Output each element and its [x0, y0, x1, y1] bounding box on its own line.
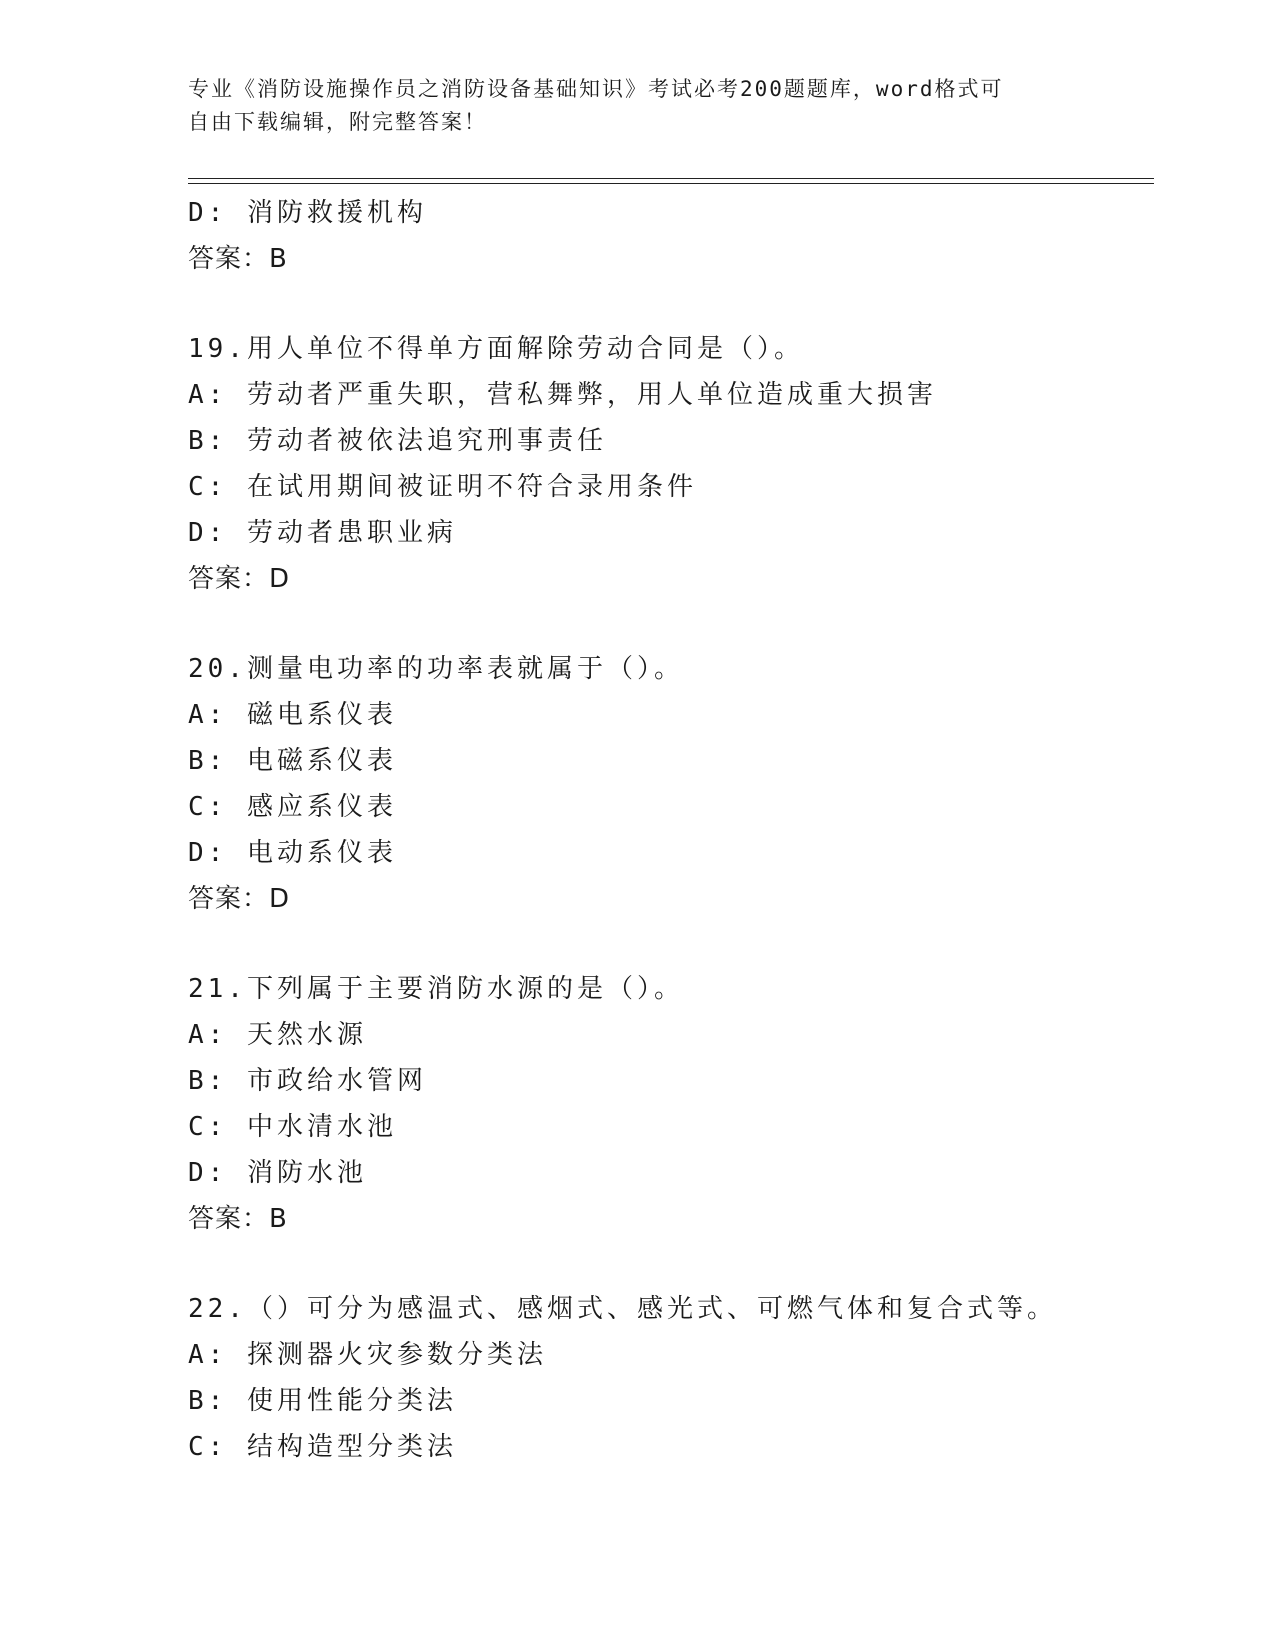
option-a: A: 劳动者严重失职，营私舞弊，用人单位造成重大损害 — [188, 380, 937, 410]
header-divider-bottom — [188, 183, 1154, 184]
spacer — [188, 922, 1148, 966]
question-21 — [188, 966, 1148, 1242]
option-c: C: 感应系仪表 — [188, 792, 397, 822]
option-d: D: 消防水池 — [188, 1158, 367, 1188]
option-b: B: 市政给水管网 — [188, 1066, 427, 1096]
question-stem: 22.（）可分为感温式、感烟式、感光式、可燃气体和复合式等。 — [188, 1294, 1057, 1324]
option-c: C: 在试用期间被证明不符合录用条件 — [188, 472, 697, 502]
header-title-line-2: 自由下载编辑，附完整答案！ — [188, 110, 487, 134]
header-title-line-1: 专业《消防设施操作员之消防设备基础知识》考试必考200题题库，word格式可 — [188, 77, 1004, 101]
question-22 — [188, 1286, 1148, 1470]
option-c: C: 中水清水池 — [188, 1112, 397, 1142]
answer: 答案：D — [188, 884, 291, 914]
spacer — [188, 1242, 1148, 1286]
question-stem: 21.下列属于主要消防水源的是（）。 — [188, 974, 684, 1004]
spacer — [188, 602, 1148, 646]
question-stem: 20.测量电功率的功率表就属于（）。 — [188, 654, 684, 684]
spacer — [188, 282, 1148, 326]
option-c: C: 结构造型分类法 — [188, 1432, 457, 1462]
answer: 答案：D — [188, 564, 291, 594]
option-d: D: 电动系仪表 — [188, 838, 397, 868]
option-b: B: 使用性能分类法 — [188, 1386, 457, 1416]
option-a: A: 磁电系仪表 — [188, 700, 397, 730]
option-a: A: 探测器火灾参数分类法 — [188, 1340, 547, 1370]
option-a: A: 天然水源 — [188, 1020, 367, 1050]
option-b: B: 电磁系仪表 — [188, 746, 397, 776]
option-b: B: 劳动者被依法追究刑事责任 — [188, 426, 607, 456]
question-content — [188, 190, 1148, 1470]
question-stem: 19.用人单位不得单方面解除劳动合同是（）。 — [188, 334, 804, 364]
question-19 — [188, 326, 1148, 602]
header-divider-top — [188, 178, 1154, 179]
option-d: D: 劳动者患职业病 — [188, 518, 457, 548]
question-20 — [188, 646, 1148, 922]
prev-question-answer: 答案：B — [188, 244, 288, 274]
answer: 答案：B — [188, 1204, 288, 1234]
page-header — [188, 73, 1068, 139]
prev-question-option-d: D: 消防救援机构 — [188, 198, 427, 228]
